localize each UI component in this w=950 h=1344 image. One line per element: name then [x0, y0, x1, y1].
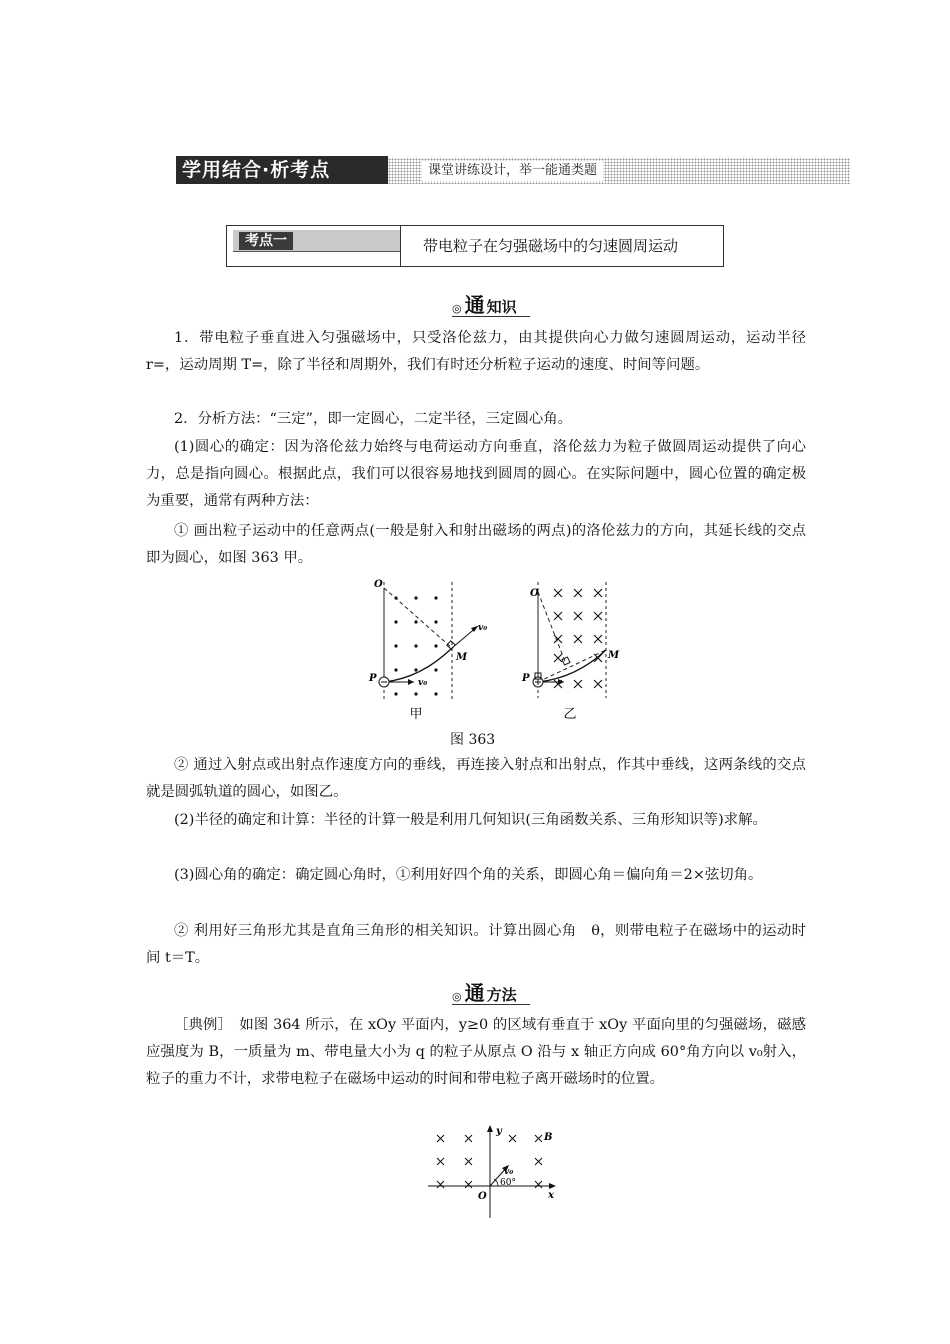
trajectory-arc [384, 648, 452, 682]
label-o: O [478, 1191, 487, 1202]
paragraph-4: ① 画出粒子运动中的任意两点(一般是射入和射出磁场的两点)的洛伦兹力的方向，其延长线的交点即为圆心，如图 363 甲。 [146, 523, 806, 566]
paragraph-2: 2．分析方法：“三定”，即一定圆心，二定半径，三定圆心角。 [174, 411, 573, 427]
label-o: O [530, 588, 539, 599]
label-y: y [496, 1126, 502, 1137]
label-v0-exit: v₀ [478, 623, 488, 633]
caption-left: 甲 [409, 707, 423, 722]
pin-icon: ◎ [452, 990, 462, 1003]
label-m: M [608, 650, 620, 661]
section-method-heading [452, 982, 530, 1005]
caption-right: 乙 [563, 707, 577, 722]
label-v0-entry: v₀ [418, 678, 428, 688]
topic-tag-label: 考点一 [239, 232, 293, 250]
angle-arc [494, 1179, 498, 1186]
arrowhead-icon [408, 679, 414, 685]
paragraph-5: ② 通过入射点或出射点作速度方向的垂线，再连接入射点和出射点，作其中垂线，这两条线的交点就是圆弧轨道的圆心，如图乙。 [146, 757, 806, 800]
figure-363-right [518, 578, 628, 723]
perpendicular-bisector [538, 592, 566, 664]
topic-title: 带电粒子在匀强磁场中的匀速圆周运动 [423, 237, 679, 255]
label-p: P [522, 673, 530, 684]
field-dots [394, 596, 437, 695]
paragraph-7: (3)圆心角的确定：确定圆心角时，①利用好四个角的关系，即圆心角＝偏向角＝2×弦切角。 [174, 867, 763, 883]
section-method-label: 方法 [486, 986, 517, 1004]
section-knowledge-label: 知识 [486, 298, 517, 316]
figure-364 [424, 1122, 564, 1222]
label-v0: v₀ [504, 1167, 514, 1177]
paragraph-1: 1．带电粒子垂直进入匀强磁场中，只受洛伦兹力，由其提供向心力做匀速圆周运动，运动半径 r=，运动周期 T=，除了半径和周期外，我们有时还分析粒子运动的速度、时间等问题。 [146, 330, 806, 373]
x-axis-arrow-icon [549, 1183, 556, 1189]
paragraph-6: (2)半径的确定和计算：半径的计算一般是利用几何知识(三角函数关系、三角形知识等)求解。 [174, 812, 767, 828]
topic-box [226, 225, 724, 267]
figure-363-left [366, 578, 496, 723]
label-p: P [369, 673, 377, 684]
section-method-mark: 通 [464, 981, 485, 1005]
banner-subtitle: 课堂讲练设计，举一能通类题 [422, 161, 603, 181]
topic-divider [400, 226, 401, 267]
chord-pm [538, 650, 606, 682]
y-axis-arrow-icon [487, 1125, 493, 1132]
paragraph-example: ［典例］ 如图 364 所示，在 xOy 平面内，y≥0 的区域有垂直于 xOy 平面向里的匀强磁场，磁感应强度为 B，一质量为 m、带电量大小为 q 的粒子从原点 O 沿与 x 轴正方向成 60°角方向以 v₀射入，粒子的重力不计，求带电粒子在磁场中运动的时间和带电粒子离开磁场时的位置。 [146, 1017, 806, 1087]
right-angle-mark [562, 657, 570, 665]
figure-363-caption: 图 363 [450, 732, 496, 748]
topic-tag [233, 230, 401, 252]
section-knowledge-mark: 通 [464, 293, 485, 317]
label-x: x [548, 1190, 554, 1201]
banner-title: 学用结合·析考点 [176, 156, 388, 184]
section-banner [176, 156, 850, 186]
label-b: B [544, 1132, 553, 1143]
field-crosses [554, 589, 602, 688]
paragraph-8: ② 利用好三角形尤其是直角三角形的相关知识。计算出圆心角 θ，则带电粒子在磁场中的运动时间 t＝T。 [146, 923, 806, 966]
label-angle: 60° [500, 1178, 516, 1188]
section-knowledge-heading [452, 294, 530, 317]
label-o: O [374, 579, 383, 590]
arrowhead-icon [558, 679, 564, 685]
radius-line-om [384, 588, 452, 648]
paragraph-3: (1)圆心的确定：因为洛伦兹力始终与电荷运动方向垂直，洛伦兹力为粒子做圆周运动提供了向心力，总是指向圆心。根据此点，我们可以很容易地找到圆周的圆心。在实际问题中，圆心位置的确定极为重要，通常有两种方法： [146, 439, 806, 509]
pin-icon: ◎ [452, 302, 462, 315]
banner-dotted-strip [388, 158, 850, 184]
label-m: M [456, 652, 468, 663]
